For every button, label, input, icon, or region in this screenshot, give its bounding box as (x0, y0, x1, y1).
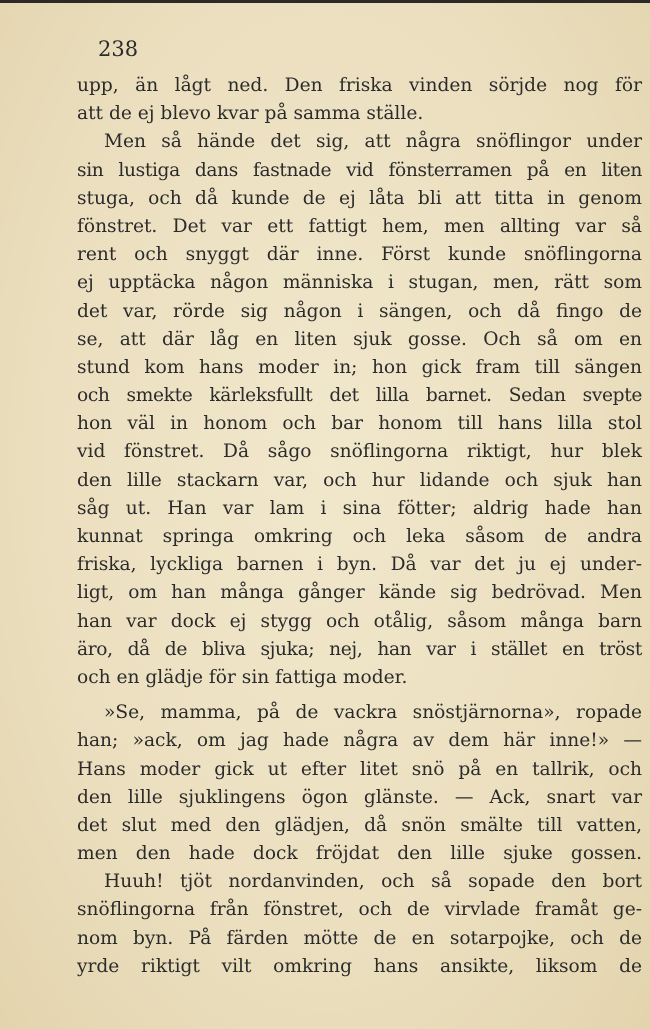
text-line: den lille stackarn var, och hur lidande och sjuk han (77, 469, 642, 491)
text-line: kunnat springa omkring och leka såsom de andra (77, 526, 642, 547)
text-line: fönstret. Det var ett fattigt hem, men allting var så (77, 215, 642, 237)
page-number: 238 (98, 37, 139, 61)
text-line: Hans moder gick ut efter litet snö på en tallrik, och (77, 758, 642, 780)
body-text (77, 72, 642, 981)
text-line: såg ut. Han var lam i sina fötter; aldrig hade han (77, 497, 642, 519)
text-line: stund kom hans moder in; hon gick fram till sängen (77, 356, 642, 378)
text-line: ligt, om han många gånger kände sig bedrövad. Men (77, 582, 642, 604)
text-line: vid fönstret. Då sågo snöflingorna riktigt, hur blek (77, 441, 642, 463)
text-line: det slut med den glädjen, då snön smälte till vatten, (77, 814, 642, 836)
text-line: hon väl in honom och bar honom till hans lilla stol (77, 413, 642, 435)
text-line: att de ej blevo kvar på samma ställe. (77, 103, 424, 125)
paragraph-start-line: Huuh! tjöt nordanvinden, och så sopade den bort (104, 871, 642, 893)
text-line: nom byn. På färden mötte de en sotarpojke, och de (77, 927, 642, 949)
paragraph-start-line: »Se, mamma, på de vackra snöstjärnorna», ropade (104, 702, 642, 724)
text-line: äro, då de bliva sjuka; nej, han var i stället en tröst (77, 638, 642, 660)
text-line: snöflingorna från fönstret, och de virvlade framåt ge- (77, 899, 642, 921)
text-line: stuga, och då kunde de ej låta bli att titta in genom (77, 187, 642, 209)
text-line: yrde riktigt vilt omkring hans ansikte, liksom de (77, 955, 642, 977)
text-line: upp, än lågt ned. Den friska vinden sörjde nog för (77, 75, 642, 96)
text-line: den lille sjuklingens ögon glänste. — Ack, snart var (77, 786, 642, 808)
text-line: och en glädje för sin fattiga moder. (77, 666, 408, 688)
paragraph-start-line: Men så hände det sig, att några snöflingor under (104, 131, 642, 153)
text-line: men den hade dock fröjdat den lille sjuke gossen. (77, 843, 642, 865)
text-line: och smekte kärleksfullt det lilla barnet. Sedan svepte (77, 385, 642, 407)
text-line: han var dock ej stygg och otålig, såsom många barn (77, 610, 642, 632)
text-line: han; »ack, om jag hade några av dem här inne!» — (77, 730, 642, 752)
text-line: det var, rörde sig någon i sängen, och då fingo de (77, 300, 642, 322)
text-line: friska, lyckliga barnen i byn. Då var det ju ej under- (77, 554, 642, 576)
page-top-edge (0, 0, 650, 3)
text-line: rent och snyggt där inne. Först kunde snöflingorna (77, 244, 642, 266)
text-line: se, att där låg en liten sjuk gosse. Och så om en (77, 328, 642, 350)
text-line: ej upptäcka någon människa i stugan, men, rätt som (77, 272, 642, 294)
text-line: sin lustiga dans fastnade vid fönsterramen på en liten (77, 159, 642, 181)
